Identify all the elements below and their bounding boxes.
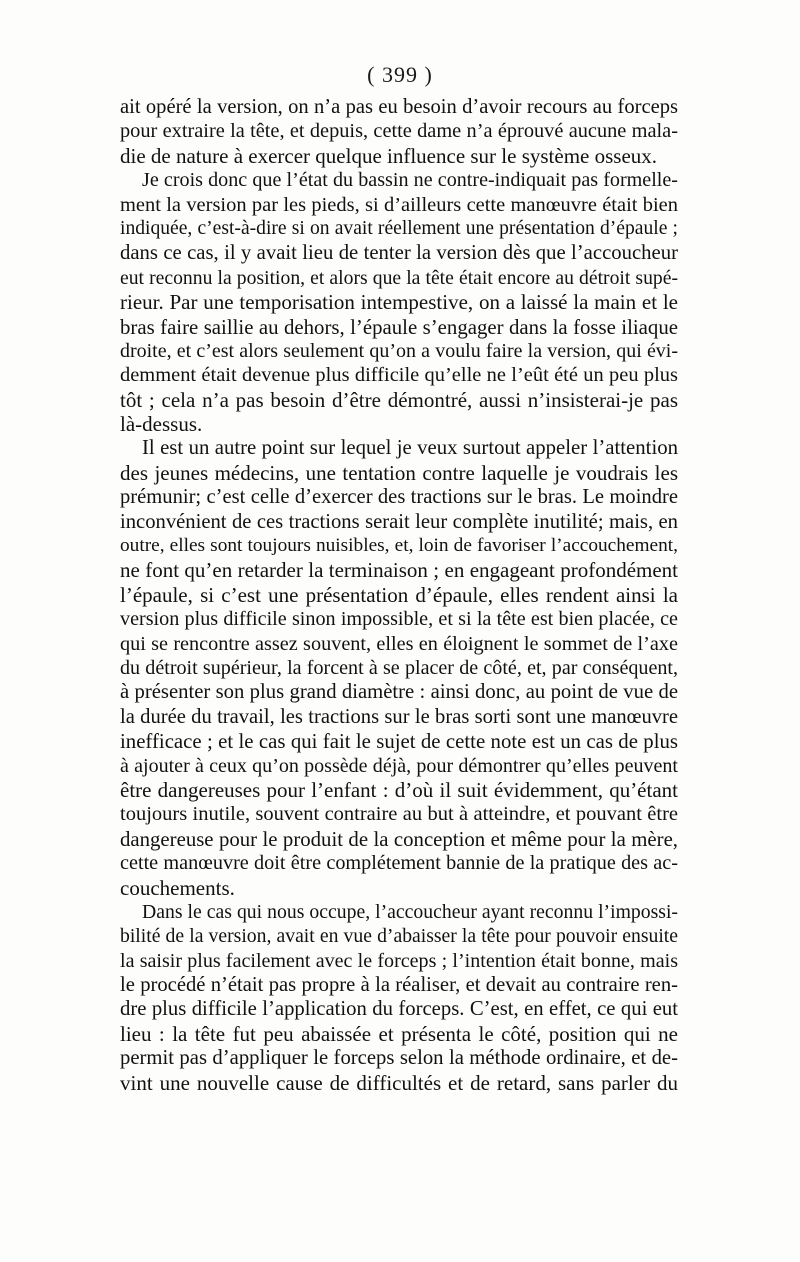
text-line: indiquée, c’est-à-dire si on avait réellement une présentation d’épaule ; xyxy=(120,217,678,239)
text-line: bilité de la version, avait en vue d’abaisser la tête pour pouvoir ensuite xyxy=(120,925,678,948)
text-line: l’épaule, si c’est une présentation d’épaule, elles rendent ainsi la xyxy=(120,582,678,607)
paragraph-4 xyxy=(120,900,678,1095)
text-line: prémunir; c’est celle d’exercer des tractions sur le bras. Le moindre xyxy=(120,486,678,509)
text-line: vint une nouvelle cause de difficultés et de retard, sans parler du xyxy=(120,1070,678,1095)
text-line: ne font qu’en retarder la terminaison ; en engageant profondément xyxy=(120,558,678,583)
text-line: rieur. Par une temporisation intempestive, on a laissé la main et le xyxy=(120,290,678,315)
text-line: la durée du travail, les tractions sur le bras sorti sont une manœuvre xyxy=(120,705,678,728)
text-line: Je crois donc que l’état du bassin ne contre-indiquait pas formelle- xyxy=(142,169,678,192)
text-line: qui se rencontre assez souvent, elles en éloignent le sommet de l’axe xyxy=(120,632,678,655)
text-line: eut reconnu la position, et alors que la tête était encore au détroit supé- xyxy=(120,266,678,289)
text-line: la saisir plus facilement avec le forceps ; l’intention était bonne, mais xyxy=(120,949,678,972)
text-line: ment la version par les pieds, si d’ailleurs cette manœuvre était bien xyxy=(120,193,678,216)
text-line: toujours inutile, souvent contraire au but à atteindre, et pouvant être xyxy=(120,803,678,826)
text-line: outre, elles sont toujours nuisibles, et, loin de favoriser l’accouchement, xyxy=(120,535,678,557)
page-number: ( 399 ) xyxy=(367,62,433,87)
text-line: là-dessus. xyxy=(120,412,203,437)
text-line: être dangereuses pour l’enfant : d’où il suit évidemment, qu’étant xyxy=(120,777,678,802)
text-line: Il est un autre point sur lequel je veux surtout appeler l’attention xyxy=(142,436,678,460)
text-line: à ajouter à ceux qu’on possède déjà, pour démontrer qu’elles peuvent xyxy=(120,754,678,777)
text-line: lieu : la tête fut peu abaissée et présenta le côté, position qui ne xyxy=(120,1021,678,1046)
text-line: le procédé n’était pas propre à la réaliser, et devait au contraire ren- xyxy=(120,974,678,997)
text-line: dangereuse pour le produit de la conception et même pour la mère, xyxy=(120,826,678,851)
text-line: ait opéré la version, on n’a pas eu besoin d’avoir recours au forceps xyxy=(120,96,678,118)
text-line: à présenter son plus grand diamètre : ainsi donc, au point de vue de xyxy=(120,681,678,704)
text-line: tôt ; cela n’a pas besoin d’être démontré, aussi n’insisterai-je pas xyxy=(120,387,678,412)
text-line: cette manœuvre doit être complétement bannie de la pratique des ac- xyxy=(120,852,678,875)
text-line: inconvénient de ces tractions serait leur complète inutilité; mais, en xyxy=(120,510,678,533)
text-line: du détroit supérieur, la forcent à se placer de côté, et, par conséquent, xyxy=(120,656,678,679)
text-line: dre plus difficile l’application du forceps. C’est, en effet, ce qui eut xyxy=(120,998,678,1021)
text-line: pour extraire la tête, et depuis, cette dame n’a éprouvé aucune mala- xyxy=(120,120,678,143)
paragraph-2 xyxy=(120,168,678,436)
text-line: droite, et c’est alors seulement qu’on a voulu faire la version, qui évi- xyxy=(120,339,678,362)
text-line: couchements. xyxy=(120,875,235,900)
text-line: Dans le cas qui nous occupe, l’accoucheur ayant reconnu l’impossi- xyxy=(142,900,678,923)
paragraph-3 xyxy=(120,436,678,899)
text-line: demment était devenue plus difficile qu’elle ne l’eût été un peu plus xyxy=(120,364,678,387)
text-line: die de nature à exercer quelque influence sur le système osseux. xyxy=(120,143,658,168)
paragraph-1 xyxy=(120,95,678,168)
text-line: des jeunes médecins, une tentation contre laquelle je voudrais les xyxy=(120,460,678,485)
text-line: bras faire saillie au dehors, l’épaule s’engager dans la fosse iliaque xyxy=(120,314,678,339)
text-line: version plus difficile sinon impossible, et si la tête est bien placée, ce xyxy=(120,608,678,631)
body-text xyxy=(120,95,678,1095)
text-line: inefficace ; et le cas qui fait le sujet de cette note est un cas de plus xyxy=(120,729,678,754)
text-line: dans ce cas, il y avait lieu de tenter la version dès que l’accoucheur xyxy=(120,242,678,265)
text-line: permit pas d’appliquer le forceps selon la méthode ordinaire, et de- xyxy=(120,1047,678,1070)
